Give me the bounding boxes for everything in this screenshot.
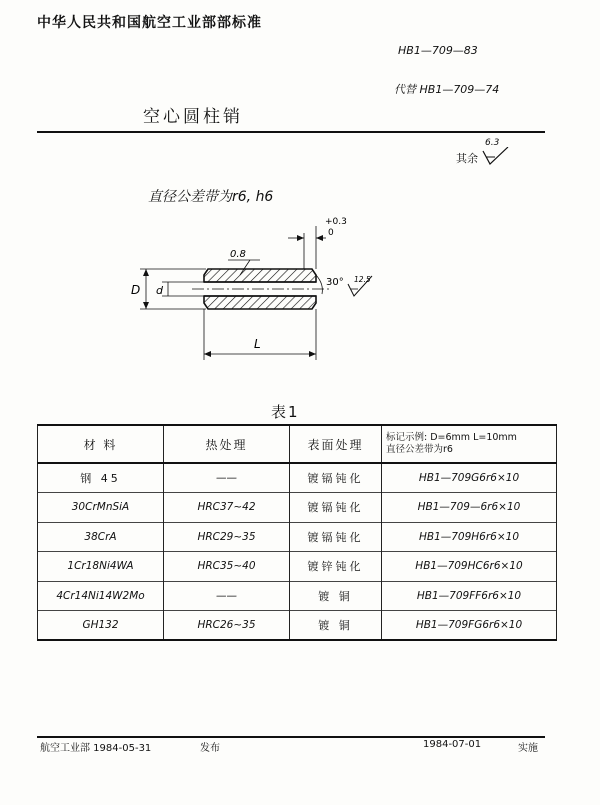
dim-length-label: L bbox=[254, 337, 261, 351]
angle-label: 30° bbox=[326, 277, 344, 288]
length-tol-upper: +0.3 bbox=[325, 217, 347, 227]
cell-surface: 镀镉钝化 bbox=[290, 522, 382, 552]
cell-mark: HB1—709HC6r6×10 bbox=[382, 552, 557, 582]
cell-mark: HB1—709H6r6×10 bbox=[382, 522, 557, 552]
cell-surface: 镀 铜 bbox=[290, 611, 382, 641]
tolerance-note: 直径公差带为r6, h6 bbox=[148, 189, 274, 205]
dim-outer-label: D bbox=[131, 283, 141, 297]
cell-mark: HB1—709G6r6×10 bbox=[382, 463, 557, 493]
header-heat-treatment: 热处理 bbox=[164, 425, 290, 463]
hollow-pin-drawing bbox=[120, 208, 390, 373]
cell-surface: 镀镉钝化 bbox=[290, 463, 382, 493]
roughness-value: 6.3 bbox=[485, 138, 500, 148]
cell-mark: HB1—709—6r6×10 bbox=[382, 493, 557, 523]
table-row bbox=[38, 463, 557, 493]
cell-mark: HB1—709FG6r6×10 bbox=[382, 611, 557, 641]
dim-inner-label: d bbox=[156, 284, 163, 297]
cell-material: 4Cr14Ni14W2Mo bbox=[38, 581, 164, 611]
footer-issuer: 航空工业部 1984-05-31 bbox=[40, 743, 152, 754]
cell-surface: 镀镉钝化 bbox=[290, 493, 382, 523]
table-row bbox=[38, 493, 557, 523]
cell-heat: HRC26~35 bbox=[164, 611, 290, 641]
cell-heat: —— bbox=[164, 463, 290, 493]
table-row bbox=[38, 552, 557, 582]
cell-heat: HRC29~35 bbox=[164, 522, 290, 552]
footer-implemented-label: 实施 bbox=[518, 743, 538, 754]
cell-material: GH132 bbox=[38, 611, 164, 641]
length-tol-lower: 0 bbox=[328, 228, 334, 238]
table-header-row bbox=[38, 425, 557, 463]
footer-issued-label: 发布 bbox=[200, 743, 220, 754]
cell-mark: HB1—709FF6r6×10 bbox=[382, 581, 557, 611]
table-row bbox=[38, 522, 557, 552]
roughness-symbol-icon bbox=[481, 147, 511, 167]
title-divider bbox=[37, 131, 545, 133]
cell-material: 30CrMnSiA bbox=[38, 493, 164, 523]
cell-heat: HRC37~42 bbox=[164, 493, 290, 523]
pin-body bbox=[192, 269, 332, 309]
header-surface-treatment: 表面处理 bbox=[290, 425, 382, 463]
roughness-prefix: 其余 bbox=[456, 152, 478, 165]
spec-table bbox=[37, 424, 557, 641]
header-marking-example bbox=[382, 425, 557, 463]
header-example-line2: 直径公差带为r6 bbox=[386, 444, 453, 455]
cell-material: 38CrA bbox=[38, 522, 164, 552]
footer-divider bbox=[37, 736, 545, 738]
document-title: 空心圆柱销 bbox=[143, 107, 243, 127]
standard-body-heading: 中华人民共和国航空工业部部标准 bbox=[37, 15, 262, 31]
chamfer-label: 0.8 bbox=[230, 249, 246, 260]
cell-heat: HRC35~40 bbox=[164, 552, 290, 582]
replaces-standard: 代替 HB1—709—74 bbox=[394, 83, 500, 96]
cell-surface: 镀锌钝化 bbox=[290, 552, 382, 582]
table-row bbox=[38, 611, 557, 641]
cell-material: 钢 45 bbox=[38, 463, 164, 493]
standard-number: HB1—709—83 bbox=[398, 44, 478, 57]
header-example-line1: 标记示例: D=6mm L=10mm bbox=[386, 432, 517, 443]
footer-implementation-date: 1984-07-01 bbox=[423, 739, 482, 750]
cell-heat: —— bbox=[164, 581, 290, 611]
table-caption: 表1 bbox=[271, 403, 300, 421]
cell-surface: 镀 铜 bbox=[290, 581, 382, 611]
surface-label: 12.5 bbox=[354, 275, 371, 284]
table-row bbox=[38, 581, 557, 611]
header-material: 材 料 bbox=[38, 425, 164, 463]
cell-material: 1Cr18Ni4WA bbox=[38, 552, 164, 582]
